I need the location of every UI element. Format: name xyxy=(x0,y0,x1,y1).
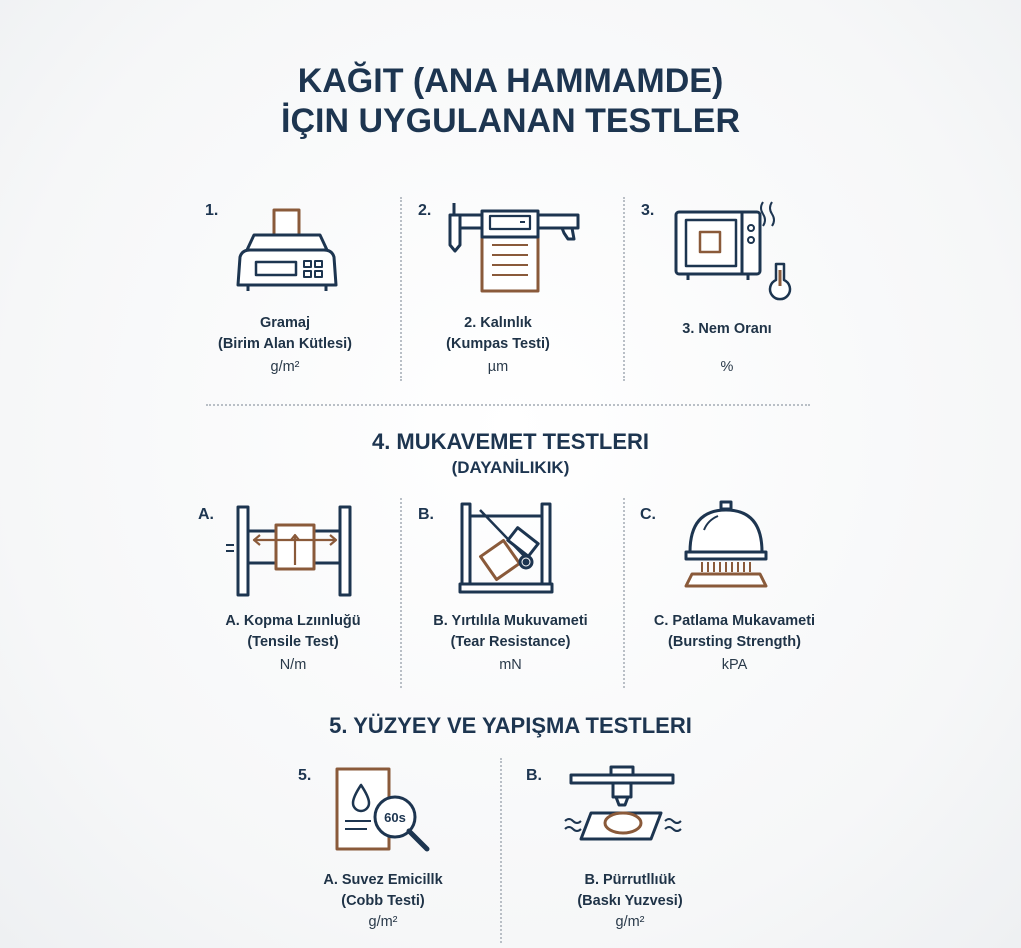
section4-subtitle: (DAYANİLIKIK) xyxy=(451,458,570,477)
test-label-1-line1: Gramaj xyxy=(260,315,310,331)
test-label-5b-line1: B. Pürrutllıük xyxy=(584,872,676,888)
test-label-2-line1: 2. Kalınlık xyxy=(464,315,532,331)
roughness-press-icon xyxy=(563,765,683,860)
test-label-3: 3. Nem Oranı xyxy=(682,321,772,337)
test-unit-5b: g/m² xyxy=(615,914,645,930)
test-label-5a-line2: (Cobb Testi) xyxy=(341,893,425,909)
test-number-3: 3. xyxy=(641,202,655,219)
test-label-5a xyxy=(283,870,483,912)
test-number-2: 2. xyxy=(418,202,432,219)
test-label-5a-line1: A. Suvez Emicillk xyxy=(323,872,443,888)
test-label-2 xyxy=(398,313,598,355)
test-number-5b: B. xyxy=(526,767,542,784)
tensile-frame-icon xyxy=(224,505,359,605)
test-unit-5a: g/m² xyxy=(368,914,398,930)
page-title-line2: İÇIN UYGULANAN TESTLER xyxy=(281,102,740,140)
oven-icon xyxy=(672,198,802,308)
bursting-dome-icon xyxy=(680,500,775,600)
test-unit-1: g/m² xyxy=(270,359,300,375)
test-label-1-line2: (Birim Alan Kütlesi) xyxy=(217,336,352,352)
test-label-4c-line1: C. Patlama Mukavameti xyxy=(653,613,816,629)
test-label-4a-line2: (Tensile Test) xyxy=(247,634,339,650)
test-label-4b-line2: (Tear Resistance) xyxy=(450,634,571,650)
test-number-1: 1. xyxy=(205,202,219,219)
caliper-icon xyxy=(444,203,584,303)
test-unit-4a: N/m xyxy=(279,657,307,673)
test-number-4c: C. xyxy=(640,506,656,523)
scale-icon xyxy=(232,205,342,300)
test-label-2-line2: (Kumpas Testi) xyxy=(446,336,550,352)
test-unit-4b: mN xyxy=(499,657,522,673)
test-label-4b xyxy=(398,611,623,653)
test-number-5a: 5. xyxy=(298,767,312,784)
test-label-4a-line1: A. Kopma Lzıınluğü xyxy=(225,613,361,629)
test-unit-3: % xyxy=(720,359,734,375)
test-label-5b xyxy=(525,870,735,912)
test-unit-2: µm xyxy=(487,359,509,375)
cobb-time-badge: 60s xyxy=(384,810,406,825)
test-label-1 xyxy=(180,313,390,355)
section5-title: 5. YÜZYEY VE YAPIŞMA TESTLERI xyxy=(329,713,692,738)
cobb-magnifier-icon xyxy=(333,765,443,865)
test-label-5b-line2: (Baskı Yuzvesi) xyxy=(577,893,683,909)
test-label-4a xyxy=(183,611,403,653)
section4-title: 4. MUKAVEMET TESTLERI xyxy=(371,429,650,454)
test-label-4c xyxy=(622,611,847,653)
test-number-4a: A. xyxy=(198,506,214,523)
tear-tester-icon xyxy=(458,502,563,602)
test-number-4b: B. xyxy=(418,506,434,523)
divider-bottom xyxy=(500,758,502,943)
divider-top-2 xyxy=(623,197,625,381)
section-divider xyxy=(206,404,810,406)
page-title-line1: KAĞIT (ANA HAMMAMDE) xyxy=(297,62,724,100)
test-unit-4c: kPA xyxy=(721,657,748,673)
test-label-4c-line2: (Bursting Strength) xyxy=(668,634,801,650)
test-label-4b-line1: B. Yırtılıla Mukuvameti xyxy=(433,613,588,629)
